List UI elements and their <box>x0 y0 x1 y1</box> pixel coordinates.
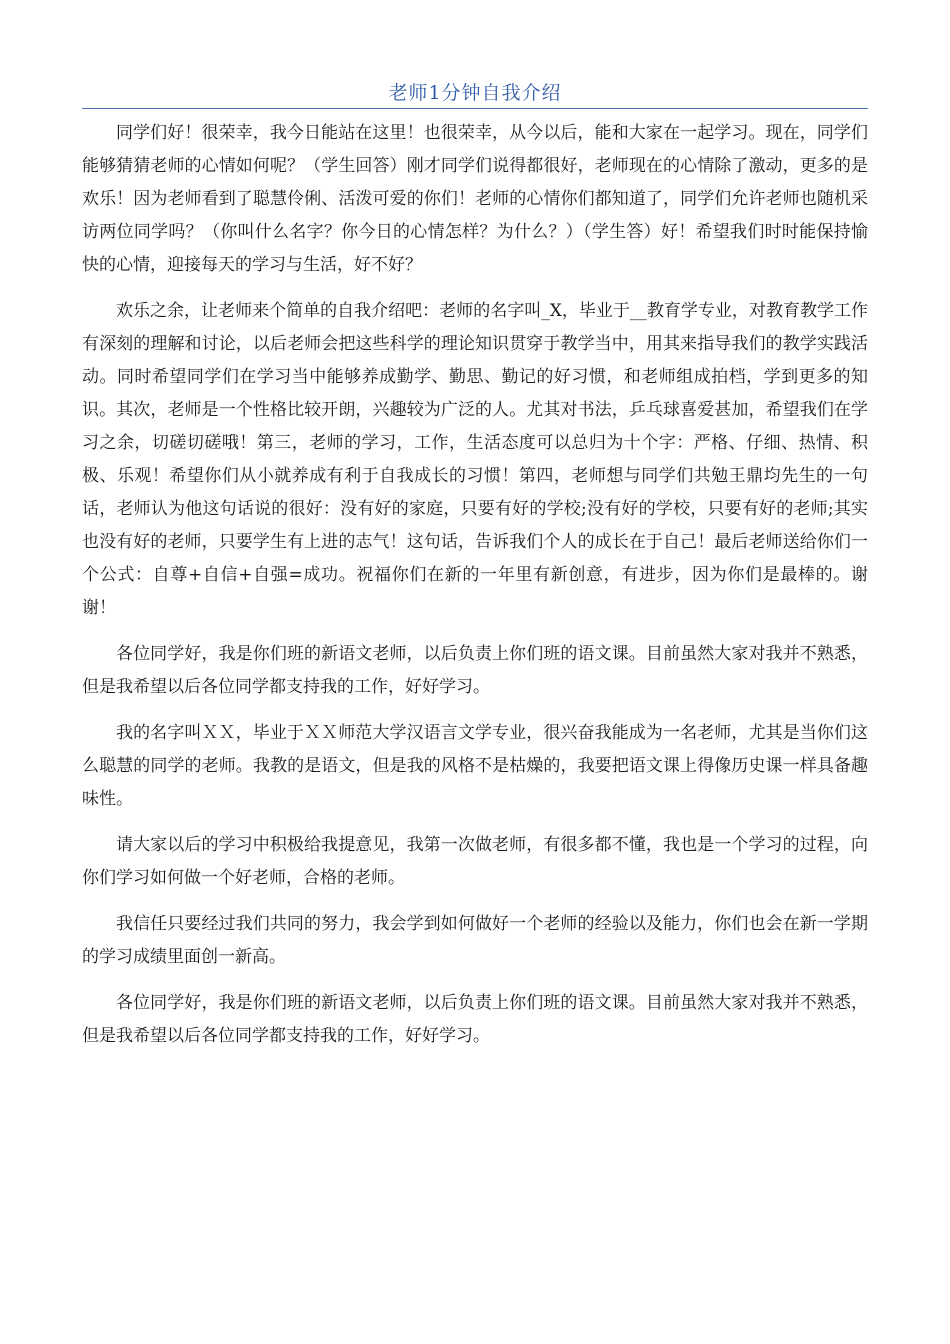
paragraph-greeting: 同学们好！很荣幸，我今日能站在这里！也很荣幸，从今以后，能和大家在一起学习。现在，同学们能够猜猜老师的心情如何呢？（学生回答）刚才同学们说得都很好，老师现在的心情除了激动，更多的是欢乐！因为老师看到了聪慧伶俐、活泼可爱的你们！老师的心情你们都知道了，同学们允许老师也随机采访两位同学吗？（你叫什么名字？你今日的心情怎样？为什么？）（学生答）好！希望我们时时能保持愉快的心情，迎接每天的学习与生活，好不好？ <box>82 123 868 275</box>
title-divider <box>82 108 868 109</box>
document-title: 老师1分钟自我介绍 <box>388 82 562 104</box>
paragraph-name-and-style: 我的名字叫ＸＸ，毕业于ＸＸ师范大学汉语言文学专业，很兴奋我能成为一名老师，尤其是当你们这么聪慧的同学的老师。我教的是语文，但是我的风格不是枯燥的，我要把语文课上得像历史课一样具备趣味性。 <box>82 723 868 809</box>
paragraph-self-introduction: 欢乐之余，让老师来个简单的自我介绍吧：老师的名字叫_X，毕业于__教育学专业，对教育教学工作有深刻的理解和讨论，以后老师会把这些科学的理论知识贯穿于教学当中，用其来指导我们的教学实践活动。同时希望同学们在学习当中能够养成勤学、勤思、勤记的好习惯，和老师组成拍档，学到更多的知识。其次，老师是一个性格比较开朗，兴趣较为广泛的人。尤其对书法，乒乓球喜爱甚加，希望我们在学习之余，切磋切磋哦！第三，老师的学习，工作，生活态度可以总归为十个字：严格、仔细、热情、积极、乐观！希望你们从小就养成有利于自我成长的习惯！第四，老师想与同学们共勉王鼎均先生的一句话，老师认为他这句话说的很好：没有好的家庭，只要有好的学校;没有好的学校，只要有好的老师;其实也没有好的老师，只要学生有上进的志气！这句话，告诉我们个人的成长在于自己！最后老师送给你们一个公式：自尊+自信+自强=成功。祝福你们在新的一年里有新创意，有进步，因为你们是最棒的。谢谢！ <box>82 301 868 618</box>
paragraph-feedback-request: 请大家以后的学习中积极给我提意见，我第一次做老师，有很多都不懂，我也是一个学习的过程，向你们学习如何做一个好老师，合格的老师。 <box>82 835 868 888</box>
document-page <box>82 78 868 1066</box>
paragraph-chinese-teacher-intro: 各位同学好，我是你们班的新语文老师，以后负责上你们班的语文课。目前虽然大家对我并不熟悉，但是我希望以后各位同学都支持我的工作，好好学习。 <box>82 644 868 697</box>
paragraph-shared-effort: 我信任只要经过我们共同的努力，我会学到如何做好一个老师的经验以及能力，你们也会在新一学期的学习成绩里面创一新高。 <box>82 914 868 967</box>
paragraph-closing-repeat: 各位同学好，我是你们班的新语文老师，以后负责上你们班的语文课。目前虽然大家对我并不熟悉，但是我希望以后各位同学都支持我的工作，好好学习。 <box>82 993 868 1046</box>
